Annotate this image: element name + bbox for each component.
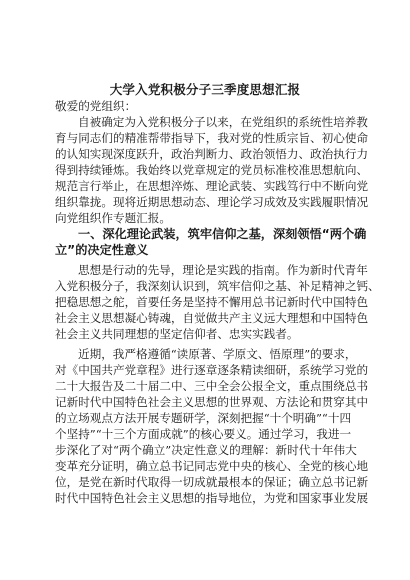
intro-line: 组织靠拢。现将近期思想动态、理论学习成效及实践履职情况	[55, 195, 369, 209]
section-heading: 一、深化理论武装，筑牢信仰之基，深刻领悟“两个确	[78, 227, 367, 241]
body-line: 近期，我严格遵循“读原著、学原文、悟原理”的要求，	[78, 347, 357, 361]
body-line: 的立场观点方法开展专题研学，深刻把握“十个明确”“十四	[55, 411, 352, 425]
body-line: 对《中国共产党章程》进行逐章逐条精读细研，系统学习党的	[55, 363, 369, 377]
body-line: 时代中国特色社会主义思想的指导地位，为党和国家事业发展	[55, 491, 369, 505]
intro-line: 向党组织作专题汇报。	[55, 211, 171, 225]
section-heading: 立”的决定性意义	[55, 243, 149, 257]
body-line: 位，是党在新时代取得一切成就最根本的保证；确立总书记新	[55, 475, 369, 489]
body-line: 思想是行动的先导，理论是实践的指南。作为新时代青年	[78, 263, 368, 277]
body-line: 步深化了对“两个确立”决定性意义的理解：新时代十年伟大	[55, 443, 357, 457]
greeting: 敬爱的党组织：	[55, 99, 137, 113]
body-line: 入党积极分子，我深刻认识到，筑牢信仰之基、补足精神之钙、	[55, 279, 380, 293]
intro-line: 的认知实现深度跃升，政治判断力、政治领悟力、政治执行力	[55, 147, 369, 161]
body-line: 个坚持”“十三个方面成就”的核心要义。通过学习，我进一	[55, 427, 352, 441]
body-line: 变革充分证明，确立总书记同志党中央的核心、全党的核心地	[55, 459, 369, 473]
intro-line: 育与同志们的精准帮带指导下，我对党的性质宗旨、初心使命	[55, 131, 369, 145]
intro-line: 规范言行举止，在思想淬炼、理论武装、实践笃行中不断向党	[55, 179, 369, 193]
body-line: 记新时代中国特色社会主义思想的世界观、方法论和贯穿其中	[55, 395, 369, 409]
body-line: 把稳思想之舵，首要任务是坚持不懈用总书记新时代中国特色	[55, 295, 369, 309]
document-title: 大学入党积极分子三季度思想汇报	[109, 82, 301, 97]
intro-line: 自被确定为入党积极分子以来，在党组织的系统性培养教	[78, 115, 368, 129]
body-line: 社会主义思想凝心铸魂，自觉做共产主义远大理想和中国特色	[55, 311, 369, 325]
intro-line: 得到持续锤炼。我始终以党章规定的党员标准校准思想航向、	[55, 163, 369, 177]
body-line: 社会主义共同理想的坚定信仰者、忠实实践者。	[55, 327, 299, 341]
body-line: 二十大报告及二十届二中、三中全会公报全文，重点围绕总书	[55, 379, 369, 393]
